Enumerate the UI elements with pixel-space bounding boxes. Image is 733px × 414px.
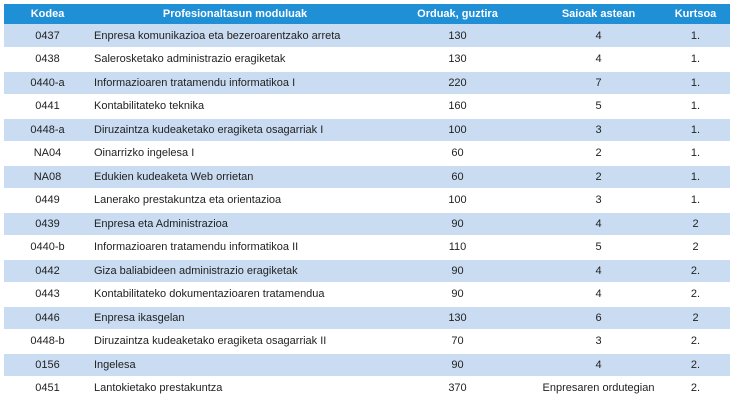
cell-year: 1. (690, 123, 701, 136)
cell-module: Edukien kudeaketa Web orrietan (94, 170, 254, 183)
cell-module: Kontabilitateko teknika (94, 100, 205, 113)
cell-year: 2. (690, 335, 701, 348)
cell-code: 0451 (35, 382, 60, 395)
cell-module: Enpresa eta Administrazioa (94, 217, 228, 230)
cell-year: 2. (690, 382, 701, 395)
cell-year: 1. (690, 29, 701, 42)
table-row (4, 189, 730, 213)
cell-sessions: 3 (595, 194, 602, 207)
cell-hours: 110 (448, 241, 467, 254)
cell-hours: 90 (451, 264, 464, 277)
table-header (4, 4, 730, 24)
modules-table-container (4, 4, 730, 401)
cell-module: Informazioaren tratamendu informatikoa I (94, 76, 296, 89)
table-row (4, 236, 730, 260)
cell-sessions: 2 (595, 170, 602, 183)
header-year: Kurtsoa (674, 8, 717, 20)
table-row (4, 353, 730, 377)
cell-hours: 220 (448, 76, 467, 89)
cell-module: Salerosketako administrazio eragiketak (94, 53, 286, 66)
cell-code: 0446 (35, 311, 60, 324)
cell-year: 1. (690, 170, 701, 183)
cell-year: 2 (692, 217, 699, 230)
cell-code: 0443 (35, 288, 60, 301)
cell-year: 2 (692, 311, 699, 324)
cell-code: 0438 (35, 53, 60, 66)
cell-hours: 70 (451, 335, 464, 348)
cell-code: NA08 (33, 170, 62, 183)
cell-module: Ingelesa (94, 358, 136, 371)
cell-code: 0440-b (30, 241, 65, 254)
cell-hours: 130 (448, 53, 467, 66)
cell-year: 1. (690, 147, 701, 160)
cell-year: 2. (690, 288, 701, 301)
modules-table (4, 4, 730, 401)
cell-sessions: 4 (595, 288, 602, 301)
cell-sessions: 3 (595, 335, 602, 348)
cell-sessions: 4 (595, 358, 602, 371)
cell-module: Informazioaren tratamendu informatikoa II (94, 241, 299, 254)
cell-year: 2 (692, 241, 699, 254)
cell-sessions: 4 (595, 29, 602, 42)
cell-year: 2. (690, 264, 701, 277)
cell-code: 0440-a (30, 76, 65, 89)
header-hours: Orduak, guztira (417, 8, 498, 20)
cell-code: 0448-b (30, 335, 65, 348)
table-body (4, 24, 730, 400)
cell-code: 0437 (35, 29, 60, 42)
cell-sessions: 5 (595, 241, 602, 254)
cell-code: 0441 (35, 100, 60, 113)
table-row (4, 71, 730, 95)
cell-sessions: Enpresaren ordutegian (542, 382, 655, 395)
table-row (4, 24, 730, 48)
cell-hours: 130 (448, 29, 467, 42)
cell-hours: 130 (448, 311, 467, 324)
cell-year: 1. (690, 53, 701, 66)
cell-module: Diruzaintza kudeaketako eragiketa osagarriak I (94, 123, 324, 136)
header-code: Kodea (30, 8, 65, 20)
cell-year: 2. (690, 358, 701, 371)
cell-hours: 370 (448, 382, 467, 395)
cell-year: 1. (690, 100, 701, 113)
cell-year: 1. (690, 76, 701, 89)
cell-sessions: 7 (595, 76, 602, 89)
cell-module: Lanerako prestakuntza eta orientazioa (94, 194, 282, 207)
cell-sessions: 3 (595, 123, 602, 136)
header-row (4, 4, 730, 24)
cell-sessions: 5 (595, 100, 602, 113)
table-row (4, 95, 730, 119)
table-row (4, 165, 730, 189)
cell-code: 0442 (35, 264, 60, 277)
header-module: Profesionaltasun moduluak (162, 8, 308, 20)
cell-hours: 90 (451, 217, 464, 230)
cell-hours: 60 (451, 170, 464, 183)
cell-code: 0448-a (30, 123, 65, 136)
cell-sessions: 2 (595, 147, 602, 160)
cell-module: Lantokietako prestakuntza (94, 382, 223, 395)
table-row (4, 306, 730, 330)
cell-hours: 160 (448, 100, 467, 113)
table-row (4, 259, 730, 283)
cell-code: 0439 (35, 217, 60, 230)
cell-code: NA04 (33, 147, 62, 160)
table-row (4, 212, 730, 236)
cell-code: 0156 (35, 358, 60, 371)
table-row (4, 118, 730, 142)
table-row (4, 283, 730, 307)
table-row (4, 142, 730, 166)
cell-module: Oinarrizko ingelesa I (94, 147, 195, 160)
cell-module: Enpresa komunikazioa eta bezeroarentzako arreta (94, 29, 341, 42)
cell-code: 0449 (35, 194, 60, 207)
cell-module: Giza baliabideen administrazio eragiketak (94, 264, 298, 277)
cell-hours: 90 (451, 358, 464, 371)
cell-hours: 90 (451, 288, 464, 301)
cell-sessions: 4 (595, 264, 602, 277)
cell-sessions: 4 (595, 217, 602, 230)
header-sessions: Saioak astean (561, 8, 636, 20)
table-row (4, 330, 730, 354)
cell-module: Enpresa ikasgelan (94, 311, 185, 324)
cell-module: Kontabilitateko dokumentazioaren tratamendua (94, 288, 325, 301)
cell-module: Diruzaintza kudeaketako eragiketa osagarriak II (94, 335, 327, 348)
cell-sessions: 6 (595, 311, 602, 324)
cell-hours: 60 (451, 147, 464, 160)
table-row (4, 377, 730, 401)
table-row (4, 48, 730, 72)
cell-year: 1. (690, 194, 701, 207)
cell-sessions: 4 (595, 53, 602, 66)
cell-hours: 100 (448, 194, 467, 207)
cell-hours: 100 (448, 123, 467, 136)
